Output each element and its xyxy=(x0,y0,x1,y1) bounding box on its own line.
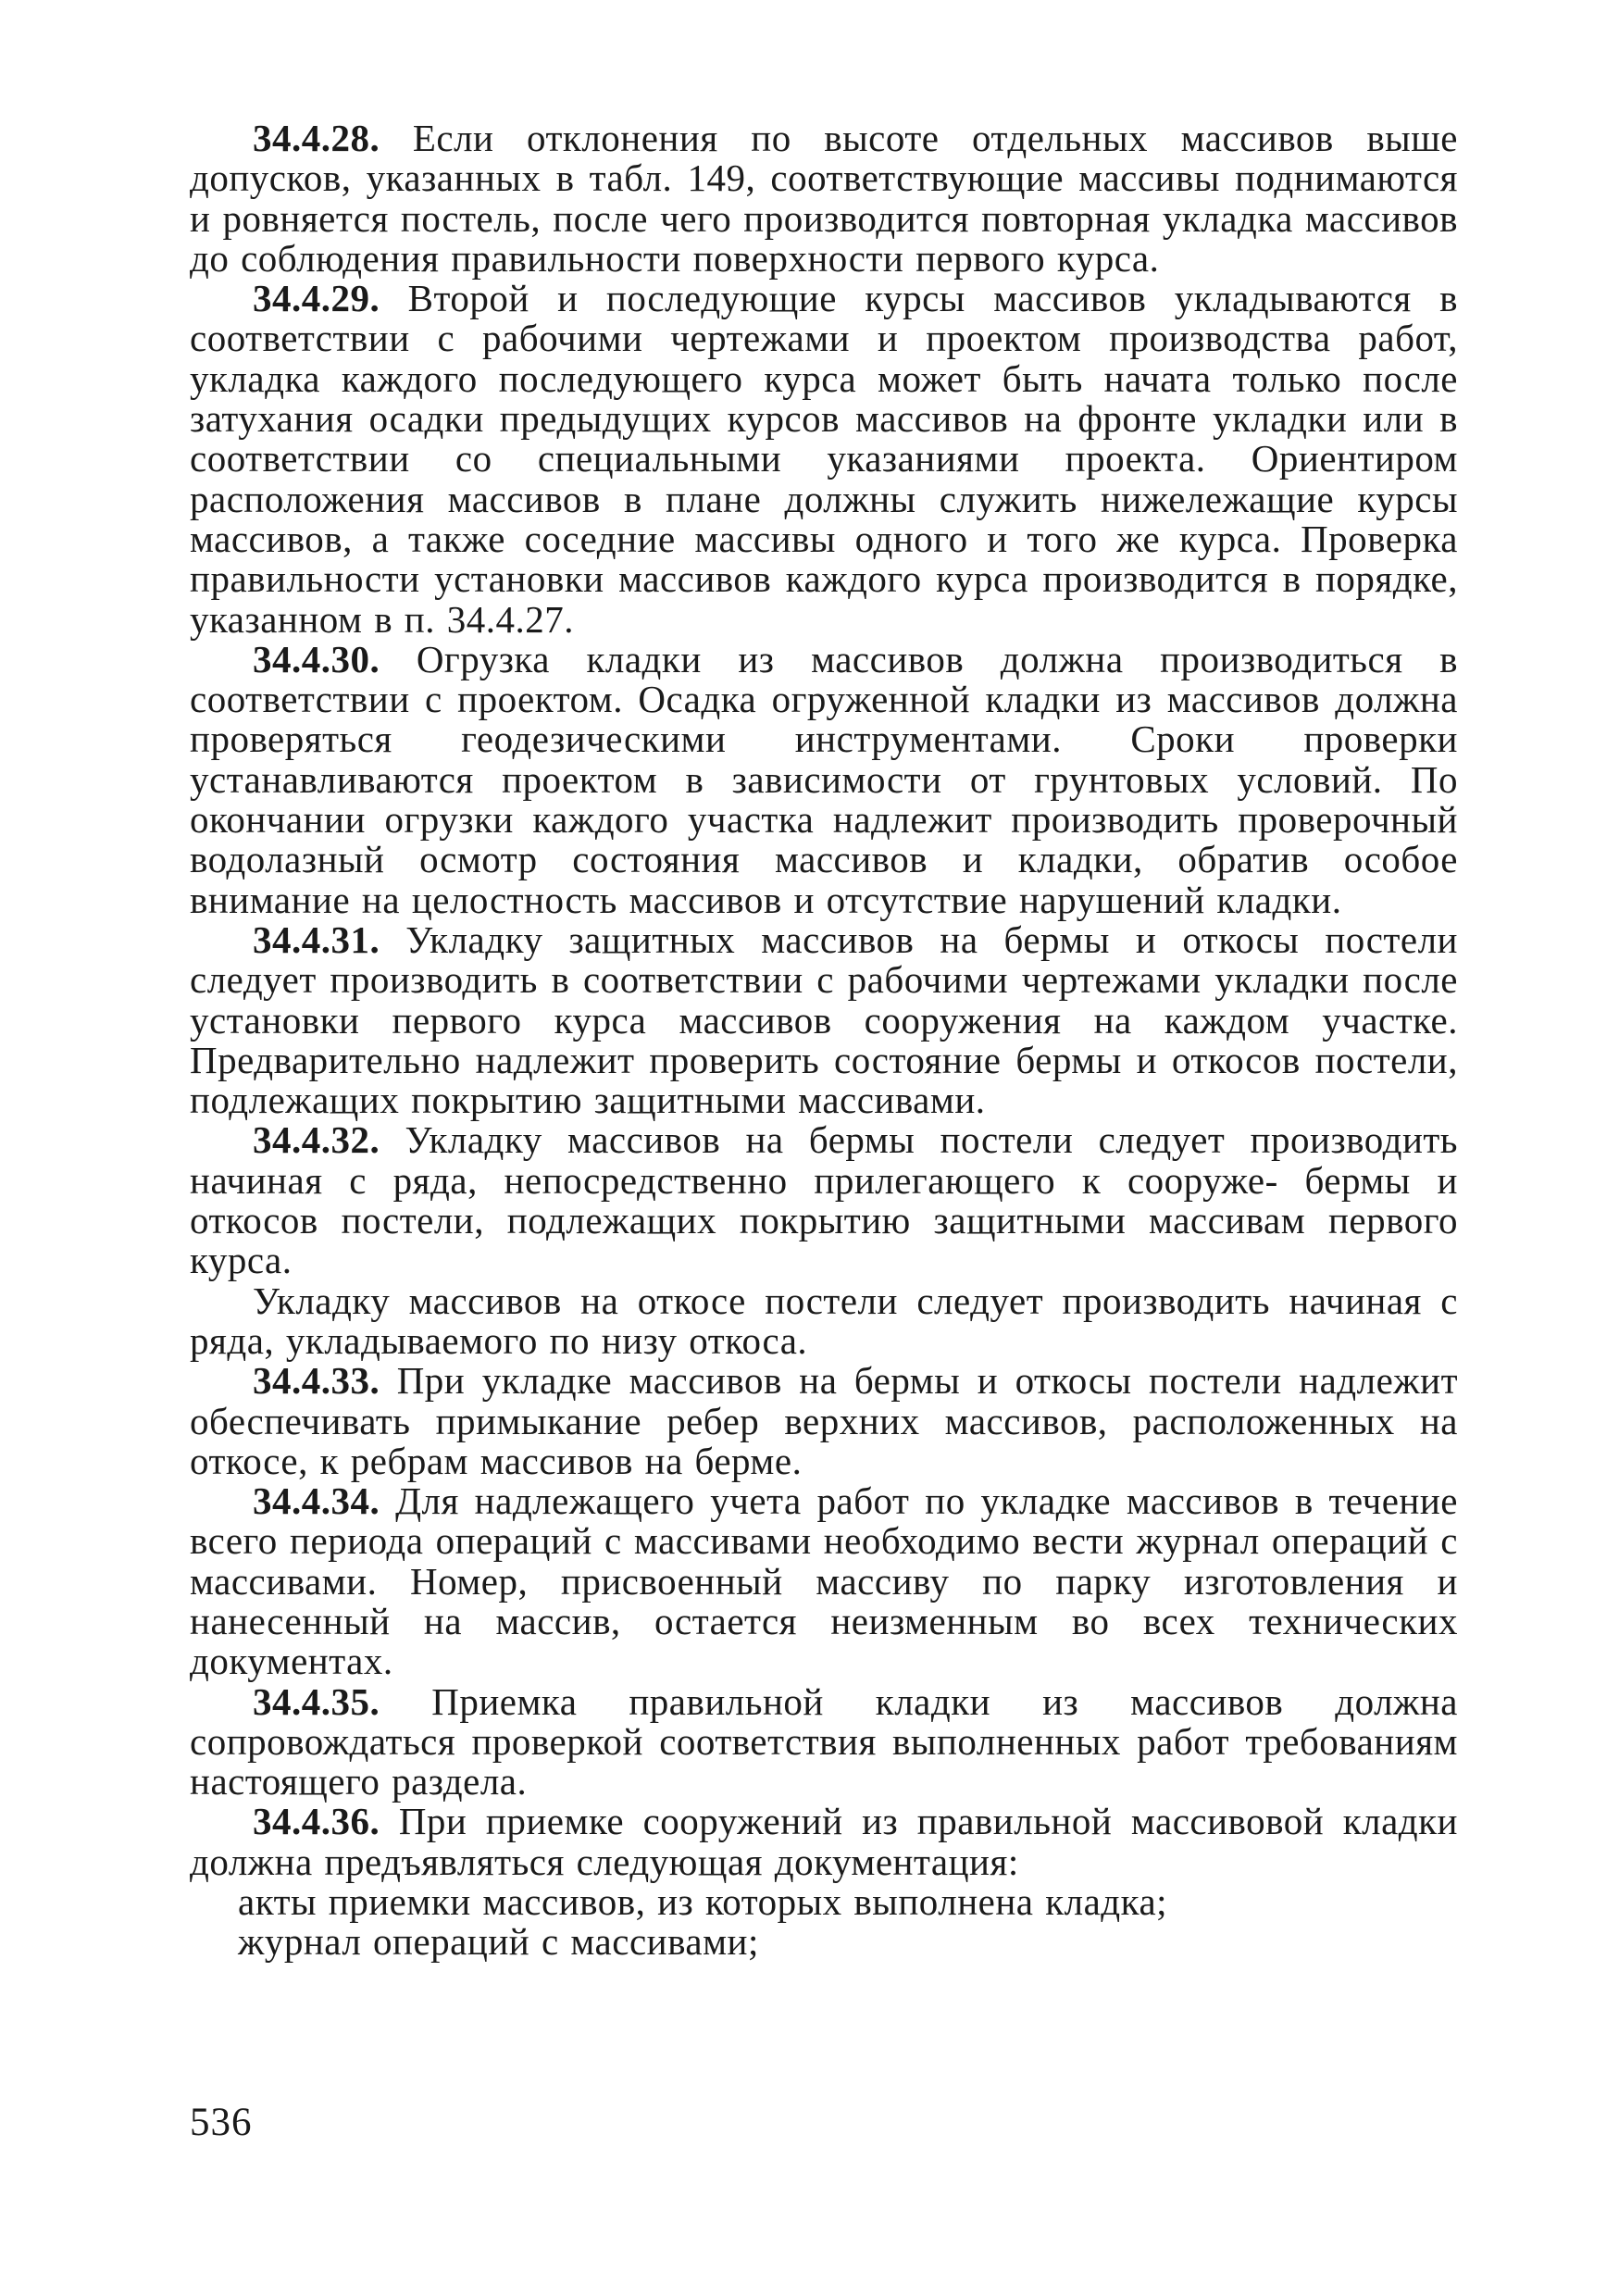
clause-number: 34.4.35. xyxy=(253,1679,380,1723)
paragraph-text: Для надлежащего учета работ по укладке массивов в течение всего периода операций с массивами необходимо вести журнал операций с массивами. Номер, присвоенный массиву по парку изготовления и нанесенный на массив, остается неизменным во всех технических документах. xyxy=(190,1479,1458,1683)
list-item: журнал операций с массивами; xyxy=(238,1920,759,1964)
paragraph-34-4-31 xyxy=(190,917,1458,1122)
paragraph-34-4-28 xyxy=(190,119,1458,279)
paragraph-34-4-32 xyxy=(190,1120,1458,1280)
paragraph-34-4-30 xyxy=(190,637,1458,921)
document-page xyxy=(190,119,1458,2248)
clause-number: 34.4.34. xyxy=(253,1479,380,1523)
page-number: 536 xyxy=(190,2101,253,2144)
paragraph-text: Укладку защитных массивов на бермы и откосы постели следует производить в соответствии с рабочими чертежами укладки после установки первого курса массивов сооружения на каждом участке. Предварительно надлежит проверить состояние бермы и откосов постели, подлежащих покрытию защитными массивами. xyxy=(190,917,1458,1122)
paragraph-text: Огрузка кладки из массивов должна производиться в соответствии с проектом. Осадка огруженной кладки из массивов должна проверяться геодезическими инструментами. Сроки проверки устанавливаются проектом в зависимости от грунтовых условий. По окончании огрузки каждого участка надлежит производить проверочный водолазный осмотр состояния массивов и кладки, обратив особое внимание на целостность массивов и отсутствие нарушений кладки. xyxy=(190,637,1458,921)
paragraph-34-4-33 xyxy=(190,1361,1458,1481)
paragraph-34-4-35 xyxy=(190,1679,1459,1803)
paragraph-slope-laying xyxy=(190,1281,1458,1362)
paragraph-text: Приемка правильной кладки из массивов должна сопровождаться проверкой соответствия выполненных работ требованиям настоящего раздела. xyxy=(190,1679,1459,1803)
clause-number: 34.4.29. xyxy=(253,277,380,320)
body-text xyxy=(190,119,1458,1963)
clause-number: 34.4.30. xyxy=(253,637,380,680)
clause-number: 34.4.31. xyxy=(253,917,380,961)
list-item: акты приемки массивов, из которых выполнена кладка; xyxy=(238,1880,1168,1924)
paragraph-text: Укладку массивов на откосе постели следует производить начиная с ряда, укладываемого по низу откоса. xyxy=(190,1279,1458,1362)
clause-number: 34.4.28. xyxy=(253,117,380,159)
paragraph-text: При приемке сооружений из правильной массивовой кладки должна предъявляться следующая документация: xyxy=(190,1800,1458,1883)
paragraph-34-4-29 xyxy=(190,279,1458,640)
clause-number: 34.4.32. xyxy=(253,1118,380,1162)
paragraph-text: Если отклонения по высоте отдельных массивов выше допусков, указанных в табл. 149, соответствующие массивы поднимаются и ровняется постель, после чего производится повторная укладка массивов до соблюдения правильности поверхности первого курса. xyxy=(190,117,1458,280)
clause-number: 34.4.36. xyxy=(253,1800,380,1843)
paragraph-text: Укладку массивов на бермы постели следует производить начиная с ряда, непосредственно прилегающего к сооруже- бермы и откосов постели, подлежащих покрытию защитными массивам первого курса. xyxy=(190,1118,1459,1282)
paragraph-34-4-34 xyxy=(190,1481,1458,1681)
clause-number: 34.4.33. xyxy=(253,1359,380,1403)
paragraph-text: При укладке массивов на бермы и откосы постели надлежит обеспечивать примыкание ребер верхних массивов, расположенных на откосе, к ребрам массивов на берме. xyxy=(190,1359,1458,1482)
paragraph-text: Второй и последующие курсы массивов укладываются в соответствии с рабочими чертежами и проектом производства работ, укладка каждого последующего курса может быть начата только после затухания осадки предыдущих курсов массивов на фронте укладки или в соответствии со специальными указаниями проекта. Ориентиром расположения массивов в плане должны служить нижележащие курсы массивов, а также соседние массивы одного и того же курса. Проверка правильности установки массивов каждого курса производится в порядке, указанном в п. 34.4.27. xyxy=(190,277,1458,641)
paragraph-34-4-36 xyxy=(190,1802,1458,1882)
